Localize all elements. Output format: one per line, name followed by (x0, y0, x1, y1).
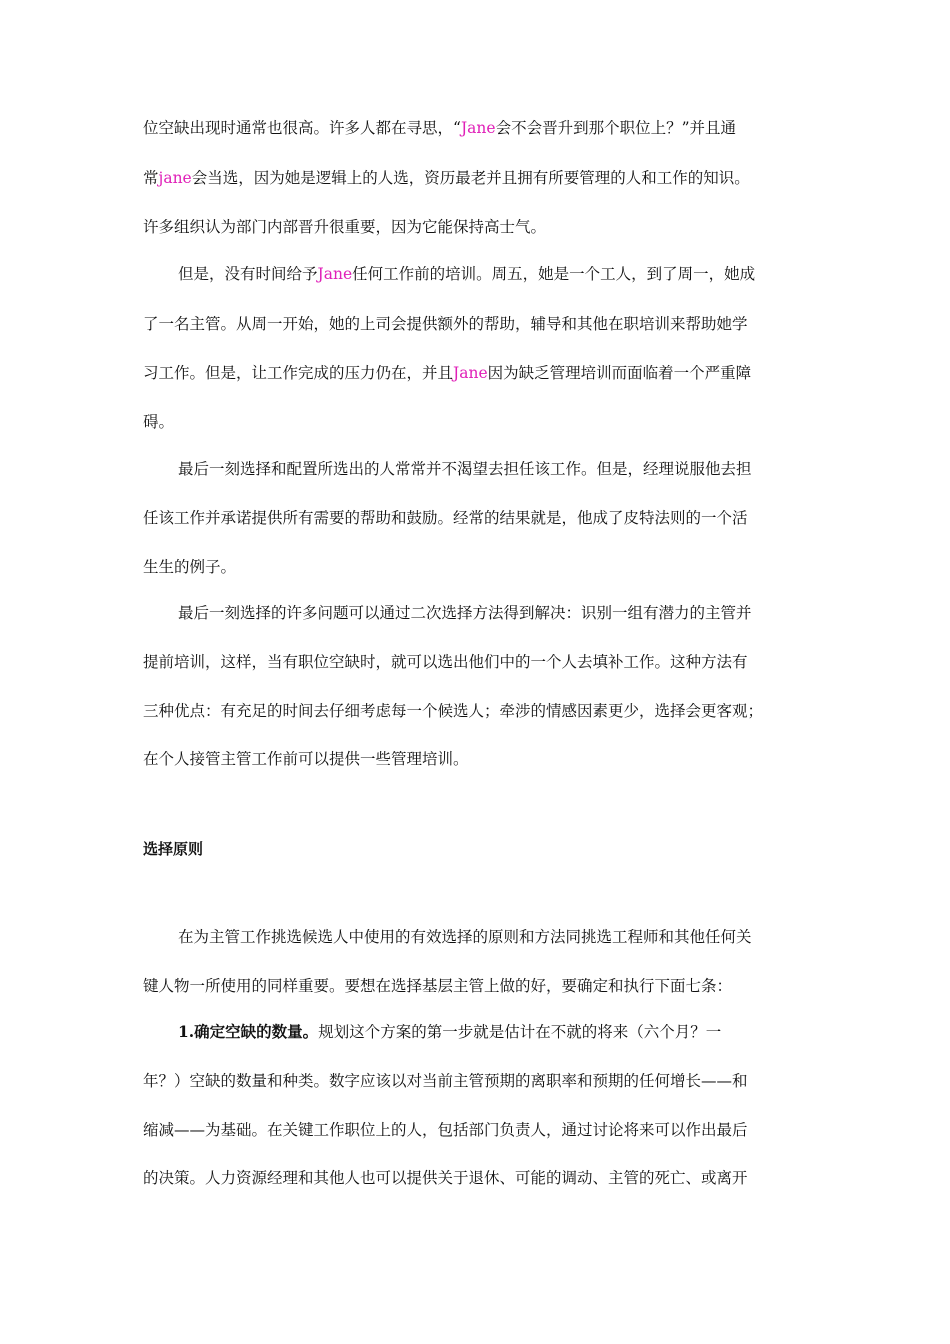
paragraph-line (143, 166, 750, 190)
paragraph-line (143, 116, 736, 140)
name-jane: Jane (460, 119, 496, 137)
paragraph-line: 许多组织认为部门内部晋升很重要，因为它能保持高士气。 (143, 218, 547, 236)
paragraph-line: 键人物一所使用的同样重要。要想在选择基层主管上做的好，要确定和执行下面七条： (143, 977, 733, 995)
paragraph-line (178, 1020, 721, 1044)
name-jane: Jane (317, 265, 353, 283)
text-run: 规划这个方案的第一步就是估计在不就的将来（六个月？一 (318, 1023, 722, 1041)
paragraph-line: 最后一刻选择的许多问题可以通过二次选择方法得到解决：识别一组有潜力的主管并 (178, 604, 752, 622)
paragraph-line: 缩减——为基础。在关键工作职位上的人，包括部门负责人，通过讨论将来可以作出最后 (143, 1121, 748, 1139)
text-run: 任何工作前的培训。周五，她是一个工人，到了周一，她成 (352, 265, 756, 283)
item-title: 1.确定空缺的数量。 (178, 1022, 319, 1041)
paragraph-line: 在个人接管主管工作前可以提供一些管理培训。 (143, 750, 469, 768)
name-jane: jane (158, 169, 192, 187)
text-run: 会当选，因为她是逻辑上的人选，资历最老并且拥有所要管理的人和工作的知识。 (191, 169, 750, 187)
paragraph-line: 碍。 (143, 413, 175, 431)
paragraph-line: 年？）空缺的数量和种类。数字应该以对当前主管预期的离职率和预期的任何增长——和 (143, 1072, 748, 1090)
text-run: 会不会晋升到那个职位上？”并且通 (495, 119, 736, 137)
paragraph-line: 任该工作并承诺提供所有需要的帮助和鼓励。经常的结果就是，他成了皮特法则的一个活 (143, 509, 748, 527)
paragraph-line (143, 361, 751, 385)
paragraph-line: 提前培训，这样，当有职位空缺时，就可以选出他们中的一个人去填补工作。这种方法有 (143, 653, 748, 671)
text-run: 因为缺乏管理培训而面临着一个严重障 (487, 364, 752, 382)
text-run: 习工作。但是，让工作完成的压力仍在，并且 (143, 364, 454, 382)
paragraph-line: 三种优点：有充足的时间去仔细考虑每一个候选人；牵涉的情感因素更少，选择会更客观； (143, 702, 764, 720)
paragraph-line: 生生的例子。 (143, 558, 237, 576)
text-run: 位空缺出现时通常也很高。许多人都在寻思，“ (143, 119, 461, 137)
paragraph-line: 了一名主管。从周一开始，她的上司会提供额外的帮助，辅导和其他在职培训来帮助她学 (143, 315, 748, 333)
name-jane: Jane (453, 364, 488, 382)
text-run: 但是，没有时间给予 (178, 265, 318, 283)
section-heading: 选择原则 (143, 840, 204, 858)
paragraph-line: 在为主管工作挑选候选人中使用的有效选择的原则和方法同挑选工程师和其他任何关 (178, 928, 752, 946)
paragraph-line (178, 262, 755, 286)
text-run: 常 (143, 169, 159, 187)
paragraph-line: 的决策。人力资源经理和其他人也可以提供关于退休、可能的调动、主管的死亡、或离开 (143, 1169, 748, 1187)
paragraph-line: 最后一刻选择和配置所选出的人常常并不渴望去担任该工作。但是，经理说服他去担 (178, 460, 752, 478)
